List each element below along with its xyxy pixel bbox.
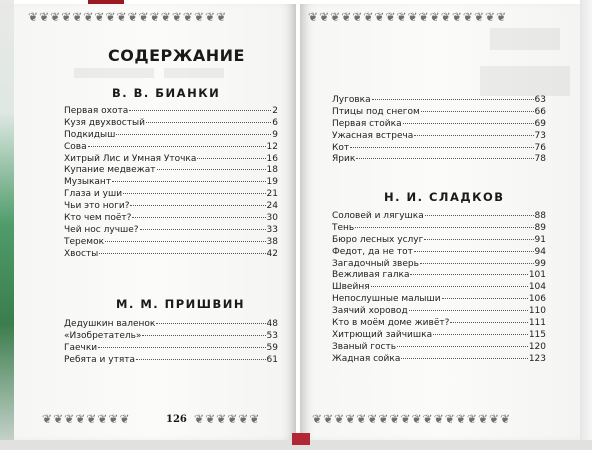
dot-leader bbox=[442, 297, 528, 299]
toc-entry-title: Швейня bbox=[332, 282, 370, 293]
toc-entry bbox=[332, 235, 546, 247]
toc-entry bbox=[332, 306, 546, 318]
ornament-leaf-icon: ❦ bbox=[171, 10, 183, 24]
toc-list-sladkov bbox=[332, 211, 546, 366]
ornament-leaf-icon: ❦ bbox=[64, 412, 76, 426]
ornament-leaf-icon: ❦ bbox=[319, 10, 331, 24]
ornament-leaf-icon: ❦ bbox=[444, 412, 456, 426]
ornament-leaf-icon: ❦ bbox=[149, 10, 161, 24]
ornament-leaf-icon: ❦ bbox=[334, 412, 346, 426]
dot-leader bbox=[409, 309, 528, 311]
toc-entry bbox=[332, 107, 546, 119]
toc-entry bbox=[332, 143, 546, 155]
dot-leader bbox=[99, 252, 265, 254]
toc-entry bbox=[64, 355, 278, 367]
dot-leader bbox=[397, 345, 528, 347]
toc-entry-page: 42 bbox=[266, 248, 278, 259]
dot-leader bbox=[433, 333, 528, 335]
ornament-leaf-icon: ❦ bbox=[455, 412, 467, 426]
ornament-leaf-icon: ❦ bbox=[356, 412, 368, 426]
ornament-leaf-icon: ❦ bbox=[108, 412, 120, 426]
dot-leader bbox=[123, 192, 266, 194]
toc-entry-title: Непослушные малыши bbox=[332, 294, 441, 305]
toc-entry-page: 111 bbox=[528, 318, 546, 329]
ornament-leaf-icon: ❦ bbox=[86, 412, 98, 426]
ornament-leaf-icon: ❦ bbox=[138, 10, 150, 24]
dot-leader bbox=[156, 322, 265, 324]
bottom-ornament-left-b bbox=[194, 410, 286, 428]
toc-entry-page: 24 bbox=[266, 201, 278, 212]
dot-leader bbox=[450, 321, 527, 323]
toc-entry-title: Луговка bbox=[332, 95, 371, 105]
author-heading-prishvin: М. М. ПРИШВИН bbox=[116, 297, 246, 311]
toc-entry bbox=[64, 165, 278, 177]
toc-entry-page: 16 bbox=[266, 153, 278, 164]
toc-entry bbox=[332, 259, 546, 271]
toc-entry-title: Ребята и утята bbox=[64, 354, 135, 365]
ornament-leaf-icon: ❦ bbox=[400, 412, 412, 426]
toc-entry-title: Хитрый Лис и Умная Уточка bbox=[64, 153, 197, 164]
toc-entry bbox=[332, 131, 546, 143]
ornament-leaf-icon: ❦ bbox=[352, 10, 364, 24]
toc-entry bbox=[332, 354, 546, 366]
ornament-leaf-icon: ❦ bbox=[429, 10, 441, 24]
toc-entry-page: 76 bbox=[534, 142, 546, 153]
toc-entry bbox=[64, 106, 278, 118]
toc-entry-page: 91 bbox=[534, 234, 546, 245]
toc-entry bbox=[64, 189, 278, 201]
toc-entry-title: Ужасная встреча bbox=[332, 130, 414, 141]
bottom-ornament-right bbox=[312, 410, 570, 428]
toc-entry-title: Музыкант bbox=[64, 177, 112, 188]
ornament-leaf-icon: ❦ bbox=[105, 10, 117, 24]
toc-entry bbox=[332, 223, 546, 235]
ornament-leaf-icon: ❦ bbox=[238, 412, 250, 426]
toc-entry-title: Федот, да не тот bbox=[332, 246, 413, 257]
ornament-leaf-icon: ❦ bbox=[500, 412, 512, 426]
show-through bbox=[74, 68, 154, 78]
toc-entry bbox=[64, 237, 278, 249]
toc-entry bbox=[64, 142, 278, 154]
ornament-leaf-icon: ❦ bbox=[193, 10, 205, 24]
toc-list-continued bbox=[332, 95, 546, 166]
dot-leader bbox=[350, 146, 533, 148]
toc-entry bbox=[332, 282, 546, 294]
toc-entry bbox=[332, 342, 546, 354]
ornament-leaf-icon: ❦ bbox=[216, 10, 228, 24]
toc-entry bbox=[64, 225, 278, 237]
ornament-leaf-icon: ❦ bbox=[422, 412, 434, 426]
dot-leader bbox=[98, 346, 265, 348]
toc-entry-page: 110 bbox=[528, 306, 546, 317]
toc-entry-title: Чей нос лучше? bbox=[64, 224, 139, 235]
toc-entry bbox=[332, 294, 546, 306]
toc-entry bbox=[64, 343, 278, 355]
ornament-leaf-icon: ❦ bbox=[385, 10, 397, 24]
dot-leader bbox=[424, 238, 533, 240]
toc-entry-page: 19 bbox=[266, 177, 278, 188]
toc-entry-page: 9 bbox=[272, 129, 278, 140]
show-through bbox=[490, 28, 560, 50]
toc-entry bbox=[332, 211, 546, 223]
toc-entry-page: 88 bbox=[534, 211, 546, 221]
toc-entry-title: Глаза и уши bbox=[64, 189, 123, 200]
toc-entry-page: 106 bbox=[528, 294, 546, 305]
toc-entry-title: Хвосты bbox=[64, 248, 99, 259]
toc-entry-page: 78 bbox=[534, 154, 546, 165]
dot-leader bbox=[105, 240, 266, 242]
dot-leader bbox=[356, 157, 533, 159]
toc-entry-title: Званый гость bbox=[332, 341, 397, 352]
dot-leader bbox=[372, 98, 534, 100]
toc-entry bbox=[64, 249, 278, 261]
toc-entry-title: Бюро лесных услуг bbox=[332, 234, 424, 245]
toc-entry-title: Хитрющий зайчишка bbox=[332, 329, 433, 340]
ornament-leaf-icon: ❦ bbox=[473, 10, 485, 24]
toc-entry-page: 115 bbox=[528, 329, 546, 340]
ornament-leaf-icon: ❦ bbox=[61, 10, 73, 24]
toc-entry-page: 2 bbox=[272, 106, 278, 116]
toc-entry-page: 53 bbox=[266, 330, 278, 341]
toc-entry-page: 48 bbox=[266, 319, 278, 329]
toc-entry-title: Первая стойка bbox=[332, 118, 402, 129]
toc-entry-title: Гаечки bbox=[64, 342, 98, 353]
toc-entry-title: «Изобретатель» bbox=[64, 330, 142, 341]
dot-leader bbox=[136, 358, 266, 360]
ornament-leaf-icon: ❦ bbox=[330, 10, 342, 24]
dot-leader bbox=[142, 334, 265, 336]
ornament-leaf-icon: ❦ bbox=[367, 412, 379, 426]
dot-leader bbox=[116, 133, 271, 135]
toc-entry-page: 89 bbox=[534, 222, 546, 233]
toc-entry-title: Сова bbox=[64, 141, 87, 152]
ornament-leaf-icon: ❦ bbox=[39, 10, 51, 24]
ornament-leaf-icon: ❦ bbox=[53, 412, 65, 426]
ornament-leaf-icon: ❦ bbox=[363, 10, 375, 24]
toc-entry bbox=[64, 319, 278, 331]
ornament-leaf-icon: ❦ bbox=[249, 412, 261, 426]
dot-leader bbox=[132, 216, 265, 218]
dot-leader bbox=[414, 250, 534, 252]
dot-leader bbox=[112, 180, 265, 182]
ornament-leaf-icon: ❦ bbox=[75, 412, 87, 426]
toc-entry-title: Ярик bbox=[332, 154, 356, 165]
dot-leader bbox=[421, 110, 534, 112]
ornament-leaf-icon: ❦ bbox=[451, 10, 463, 24]
toc-entry-page: 120 bbox=[528, 341, 546, 352]
toc-entry bbox=[332, 270, 546, 282]
toc-entry bbox=[64, 154, 278, 166]
ornament-leaf-icon: ❦ bbox=[440, 10, 452, 24]
toc-entry bbox=[332, 95, 546, 107]
toc-entry-page: 66 bbox=[534, 106, 546, 117]
ornament-leaf-icon: ❦ bbox=[72, 10, 84, 24]
ornament-leaf-icon: ❦ bbox=[216, 412, 228, 426]
toc-entry-page: 101 bbox=[528, 270, 546, 281]
toc-entry bbox=[332, 330, 546, 342]
ornament-leaf-icon: ❦ bbox=[308, 10, 320, 24]
toc-entry bbox=[64, 201, 278, 213]
toc-entry-page: 61 bbox=[266, 354, 278, 365]
top-ornament-left bbox=[28, 8, 290, 26]
show-through bbox=[480, 66, 570, 96]
ornament-leaf-icon: ❦ bbox=[489, 412, 501, 426]
toc-entry-title: Кузя двухвостый bbox=[64, 117, 145, 128]
toc-entry bbox=[332, 119, 546, 131]
ornament-leaf-icon: ❦ bbox=[50, 10, 62, 24]
show-through bbox=[164, 68, 224, 78]
toc-entry bbox=[64, 130, 278, 142]
ornament-leaf-icon: ❦ bbox=[160, 10, 172, 24]
author-heading-bianki: В. В. БИАНКИ bbox=[112, 86, 221, 100]
dot-leader bbox=[401, 357, 527, 359]
ornament-leaf-icon: ❦ bbox=[341, 10, 353, 24]
toc-entry-title: Чьи это ноги? bbox=[64, 201, 130, 212]
ornament-leaf-icon: ❦ bbox=[396, 10, 408, 24]
toc-entry-title: Кто чем поёт? bbox=[64, 213, 132, 224]
toc-entry-title: Теремок bbox=[64, 236, 105, 247]
toc-entry bbox=[332, 247, 546, 259]
toc-entry-title: Кот bbox=[332, 142, 350, 153]
book-cover-edge-left bbox=[0, 0, 14, 450]
toc-entry-title: Подкидыш bbox=[64, 129, 116, 140]
ornament-leaf-icon: ❦ bbox=[485, 10, 497, 24]
toc-entry bbox=[332, 154, 546, 166]
ornament-leaf-icon: ❦ bbox=[418, 10, 430, 24]
toc-entry-title: Вежливая галка bbox=[332, 270, 410, 281]
toc-entry bbox=[64, 213, 278, 225]
toc-entry-page: 99 bbox=[534, 258, 546, 269]
dot-leader bbox=[197, 157, 265, 159]
toc-entry-title: Заячий хоровод bbox=[332, 306, 408, 317]
ornament-leaf-icon: ❦ bbox=[462, 10, 474, 24]
ornament-leaf-icon: ❦ bbox=[127, 10, 139, 24]
ornament-leaf-icon: ❦ bbox=[312, 412, 324, 426]
dot-leader bbox=[425, 214, 534, 216]
ornament-leaf-icon: ❦ bbox=[205, 412, 217, 426]
ornament-leaf-icon: ❦ bbox=[378, 412, 390, 426]
toc-entry bbox=[332, 318, 546, 330]
ornament-leaf-icon: ❦ bbox=[42, 412, 54, 426]
toc-entry-page: 73 bbox=[534, 130, 546, 141]
toc-entry-page: 30 bbox=[266, 213, 278, 224]
toc-entry-page: 6 bbox=[272, 117, 278, 128]
toc-entry-title: Соловей и лягушка bbox=[332, 211, 424, 221]
toc-entry-page: 18 bbox=[266, 165, 278, 176]
ornament-leaf-icon: ❦ bbox=[94, 10, 106, 24]
toc-entry-page: 123 bbox=[528, 353, 546, 364]
toc-entry bbox=[64, 177, 278, 189]
bottom-ornament-left-a bbox=[42, 410, 154, 428]
ornament-leaf-icon: ❦ bbox=[466, 412, 478, 426]
dot-leader bbox=[355, 226, 533, 228]
dot-leader bbox=[88, 145, 266, 147]
ornament-leaf-icon: ❦ bbox=[83, 10, 95, 24]
toc-entry-title: Купание медвежат bbox=[64, 165, 156, 176]
toc-entry-page: 38 bbox=[266, 236, 278, 247]
toc-entry-page: 21 bbox=[266, 189, 278, 200]
ornament-leaf-icon: ❦ bbox=[323, 412, 335, 426]
ornament-leaf-icon: ❦ bbox=[477, 412, 489, 426]
toc-entry bbox=[64, 331, 278, 343]
toc-entry-page: 69 bbox=[534, 118, 546, 129]
toc-entry-page: 63 bbox=[534, 95, 546, 105]
ornament-leaf-icon: ❦ bbox=[496, 10, 508, 24]
ornament-leaf-icon: ❦ bbox=[407, 10, 419, 24]
toc-entry-page: 104 bbox=[528, 282, 546, 293]
toc-entry-title: Жадная сойка bbox=[332, 353, 401, 364]
ornament-leaf-icon: ❦ bbox=[97, 412, 109, 426]
dot-leader bbox=[130, 204, 265, 206]
top-ornament-right bbox=[308, 8, 570, 26]
toc-entry-title: Дедушкин валенок bbox=[64, 319, 156, 329]
toc-entry-page: 12 bbox=[266, 141, 278, 152]
toc-list-prishvin bbox=[64, 319, 278, 367]
page-number: 126 bbox=[166, 414, 187, 425]
ornament-leaf-icon: ❦ bbox=[194, 412, 206, 426]
ornament-leaf-icon: ❦ bbox=[116, 10, 128, 24]
ornament-leaf-icon: ❦ bbox=[119, 412, 131, 426]
ornament-leaf-icon: ❦ bbox=[205, 10, 217, 24]
dot-leader bbox=[146, 121, 271, 123]
dot-leader bbox=[403, 122, 534, 124]
dot-leader bbox=[414, 134, 533, 136]
ornament-leaf-icon: ❦ bbox=[374, 10, 386, 24]
dot-leader bbox=[140, 228, 266, 230]
ornament-leaf-icon: ❦ bbox=[182, 10, 194, 24]
ornament-leaf-icon: ❦ bbox=[227, 412, 239, 426]
ornament-leaf-icon: ❦ bbox=[389, 412, 401, 426]
toc-list-bianki bbox=[64, 106, 278, 261]
dot-leader bbox=[129, 109, 271, 111]
ornament-leaf-icon: ❦ bbox=[433, 412, 445, 426]
dot-leader bbox=[420, 262, 534, 264]
dot-leader bbox=[410, 273, 527, 275]
toc-entry-page: 94 bbox=[534, 246, 546, 257]
ornament-leaf-icon: ❦ bbox=[411, 412, 423, 426]
dot-leader bbox=[371, 285, 528, 287]
toc-entry bbox=[64, 118, 278, 130]
toc-title: СОДЕРЖАНИЕ bbox=[108, 46, 245, 65]
toc-entry-page: 59 bbox=[266, 342, 278, 353]
dot-leader bbox=[157, 168, 266, 170]
toc-entry-title: Птицы под снегом bbox=[332, 106, 420, 117]
ornament-leaf-icon: ❦ bbox=[345, 412, 357, 426]
toc-entry-title: Загадочный зверь bbox=[332, 258, 419, 269]
toc-entry-page: 33 bbox=[266, 224, 278, 235]
toc-entry-title: Кто в моём доме живёт? bbox=[332, 318, 450, 329]
author-heading-sladkov: Н. И. СЛАДКОВ bbox=[384, 190, 505, 204]
toc-entry-title: Первая охота bbox=[64, 106, 129, 116]
ornament-leaf-icon: ❦ bbox=[28, 10, 40, 24]
ribbon-bookmark bbox=[292, 433, 310, 445]
toc-entry-title: Тень bbox=[332, 222, 355, 233]
book-cover-edge-right bbox=[580, 0, 592, 450]
